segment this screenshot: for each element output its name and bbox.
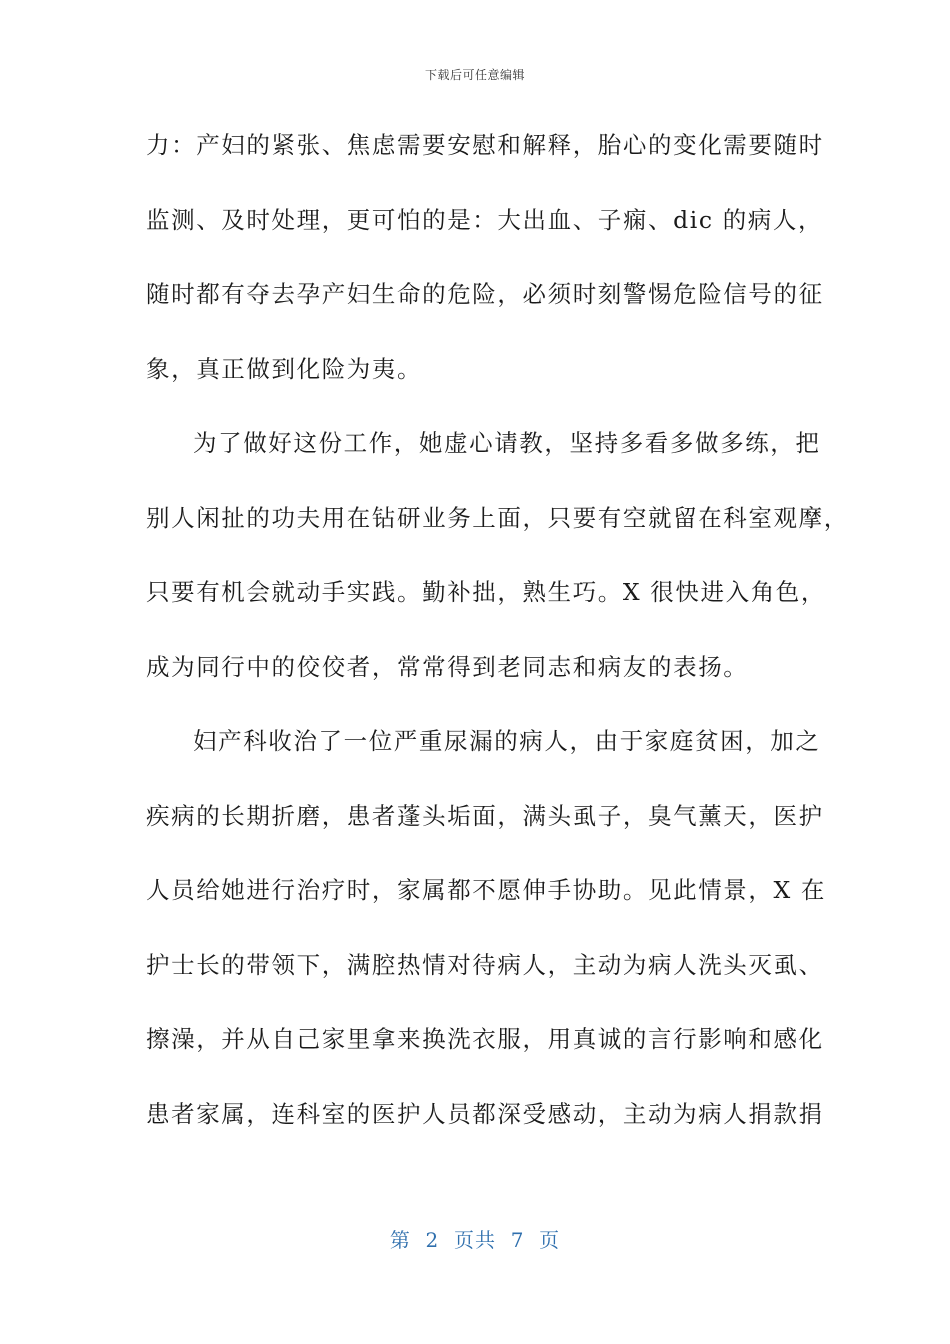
text-line: 患者家属，连科室的医护人员都深受感动，主动为病人捐款捐: [146, 1099, 824, 1128]
text-line: 力：产妇的紧张、焦虑需要安慰和解释，胎心的变化需要随时: [146, 131, 824, 159]
page-number-text: 第 2 页共 7 页: [389, 1228, 561, 1252]
text-line: 随时都有夺去孕产妇生命的危险，必须时刻警惕危险信号的征: [146, 280, 824, 308]
page-number-footer: [0, 1224, 950, 1253]
text-line: 只要有机会就动手实践。勤补拙，熟生巧。X 很快进入角色，: [146, 578, 826, 606]
page-header-note: 下载后可任意编辑: [424, 68, 525, 82]
paragraph-start-line: 为了做好这份工作，她虚心请教，坚持多看多做多练，把: [193, 429, 821, 457]
text-line: 疾病的长期折磨，患者蓬头垢面，满头虱子，臭气薰天，医护: [146, 801, 824, 830]
text-line: 人员给她进行治疗时，家属都不愿伸手协助。见此情景，X 在: [146, 876, 826, 904]
text-line: 擦澡，并从自己家里拿来换洗衣服，用真诚的言行影响和感化: [146, 1025, 824, 1053]
text-line: 成为同行中的佼佼者，常常得到老同志和病友的表扬。: [146, 652, 749, 681]
text-line: 监测、及时处理，更可怕的是：大出血、子痫、dic 的病人，: [146, 205, 824, 234]
text-line: 护士长的带领下，满腔热情对待病人，主动为病人洗头灭虱、: [146, 950, 824, 979]
text-line: 象，真正做到化险为夷。: [146, 354, 423, 383]
document-body: [146, 120, 849, 1163]
text-line: 别人闲扯的功夫用在钻研业务上面，只要有空就留在科室观摩，: [146, 503, 849, 532]
paragraph-start-line: 妇产科收治了一位严重尿漏的病人，由于家庭贫困，加之: [193, 727, 821, 755]
